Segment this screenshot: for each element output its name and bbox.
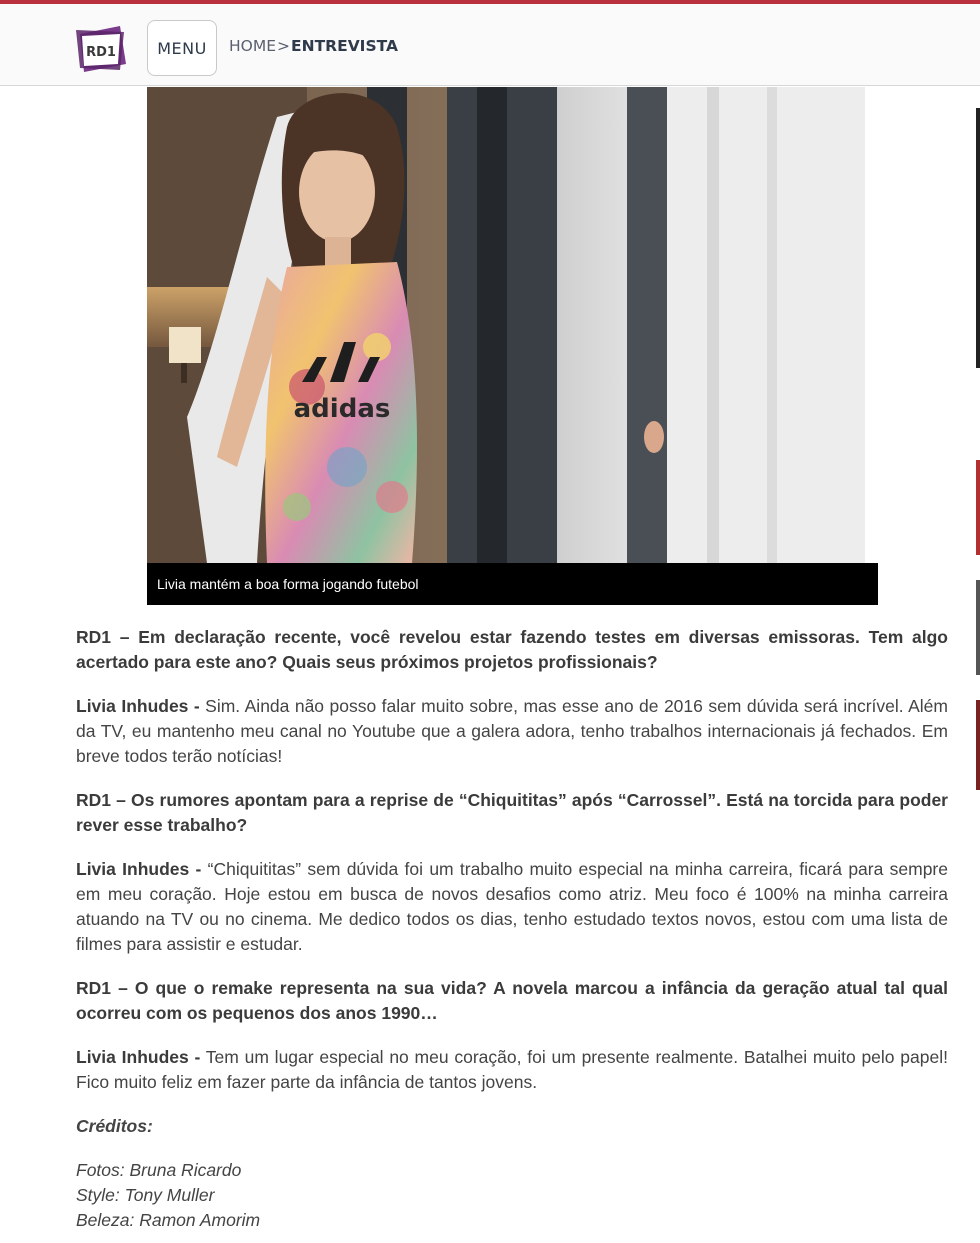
answer-speaker: Livia Inhudes - xyxy=(76,1047,201,1067)
article-photo xyxy=(147,87,865,563)
breadcrumb-separator: > xyxy=(277,37,291,55)
photo-caption: Livia mantém a boa forma jogando futebol xyxy=(157,576,419,592)
logo-text: RD1 xyxy=(86,45,116,60)
breadcrumb-current[interactable]: ENTREVISTA xyxy=(291,37,398,55)
breadcrumb xyxy=(229,37,398,55)
credits-list xyxy=(76,1158,948,1233)
credits-title: Créditos: xyxy=(76,1116,153,1136)
shirt-brand-text: adidas xyxy=(293,394,391,424)
rd1-logo[interactable] xyxy=(74,24,130,76)
question-1: RD1 – Em declaração recente, você revelou estar fazendo testes em diversas emissoras. Tem algo acertado para este ano? Quais seus próximos projetos profissionais? xyxy=(76,627,948,672)
question-2: RD1 – Os rumores apontam para a reprise de “Chiquititas” após “Carrossel”. Está na torcida para poder rever esse trabalho? xyxy=(76,790,948,835)
answer-text: “Chiquititas” sem dúvida foi um trabalho muito especial na minha carreira, ficará para sempre em meu coração. Hoje estou em busca de novos desafios como atriz. Meu foco é 100% na minha carreira atuando na TV ou no cinema. Me dedico todos os dias, tenho estudado textos novos, estou com uma lista de filmes para assistir e estudar. xyxy=(76,859,948,954)
answer-text: Sim. Ainda não posso falar muito sobre, mas esse ano de 2016 sem dúvida será incrível. Além da TV, eu mantenho meu canal no Youtube que a galera adora, tenho trabalhos internacionais já fechados. Em breve todos terão notícias! xyxy=(76,696,948,766)
credit-photos: Fotos: Bruna Ricardo xyxy=(76,1160,242,1180)
article-body xyxy=(76,625,948,1233)
breadcrumb-home[interactable]: HOME xyxy=(229,37,277,55)
answer-speaker: Livia Inhudes - xyxy=(76,859,202,879)
answer-speaker: Livia Inhudes - xyxy=(76,696,200,716)
answer-1 xyxy=(76,694,948,769)
menu-button[interactable]: MENU xyxy=(147,20,217,76)
question-3: RD1 – O que o remake representa na sua vida? A novela marcou a infância da geração atual tal qual ocorreu com os pequenos dos anos 1990… xyxy=(76,978,948,1023)
sidebar-ad-strip[interactable] xyxy=(976,460,980,555)
credit-beauty: Beleza: Ramon Amorim xyxy=(76,1210,261,1230)
site-header xyxy=(0,4,980,86)
sidebar-ad-strip[interactable] xyxy=(976,108,980,368)
sidebar-ad-strip[interactable] xyxy=(976,700,980,790)
photo-caption-bar xyxy=(147,563,878,605)
answer-2 xyxy=(76,857,948,957)
credit-style: Style: Tony Muller xyxy=(76,1185,215,1205)
answer-text: Tem um lugar especial no meu coração, foi um presente realmente. Batalhei muito pelo papel! Fico muito feliz em fazer parte da infância de tantos jovens. xyxy=(76,1047,948,1092)
sidebar-ad-strip[interactable] xyxy=(976,580,980,675)
answer-3 xyxy=(76,1045,948,1095)
